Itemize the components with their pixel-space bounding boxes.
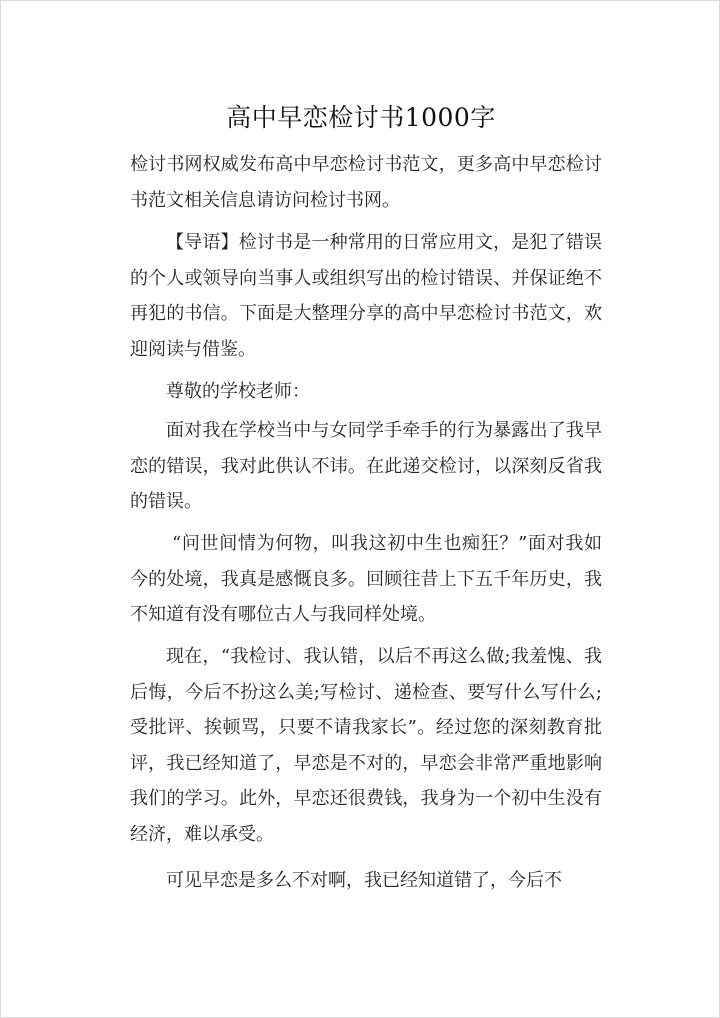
body-paragraph-2: “问世间情为何物，叫我这初中生也痴狂？”面对我如今的处境，我真是感慨良多。回顾往昔上下五千年历史，我不知道有没有哪位古人与我同样处境。 [130, 533, 602, 625]
document-title: 高中早恋检讨书1000字 [226, 103, 496, 132]
body-paragraph-1: 面对我在学校当中与女同学手牵手的行为暴露出了我早恋的错误，我对此供认不讳。在此递交检讨，以深刻反省我的错误。 [130, 420, 602, 512]
salutation: 尊敬的学校老师： [166, 381, 310, 402]
guide-paragraph: 【导语】检讨书是一种常用的日常应用文，是犯了错误的个人或领导向当事人或组织写出的检讨错误、并保证绝不再犯的书信。下面是大整理分享的高中早恋检讨书范文，欢迎阅读与借鉴。 [130, 232, 602, 360]
body-paragraph-3: 现在，“我检讨、我认错，以后不再这么做;我羞愧、我后悔，今后不扮这么美;写检讨、递检查、要写什么写什么;受批评、挨顿骂，只要不请我家长”。经过您的深刻教育批评，我已经知道了，早恋是不对的，早恋会非常严重地影响我们的学习。此外，早恋还很费钱，我身为一个初中生没有经济，难以承受。 [130, 646, 602, 845]
body-paragraph-4: 可见早恋是多么不对啊，我已经知道错了，今后不 [166, 870, 562, 891]
intro-paragraph: 检讨书网权威发布高中早恋检讨书范文，更多高中早恋检讨书范文相关信息请访问检讨书网。 [130, 154, 602, 211]
